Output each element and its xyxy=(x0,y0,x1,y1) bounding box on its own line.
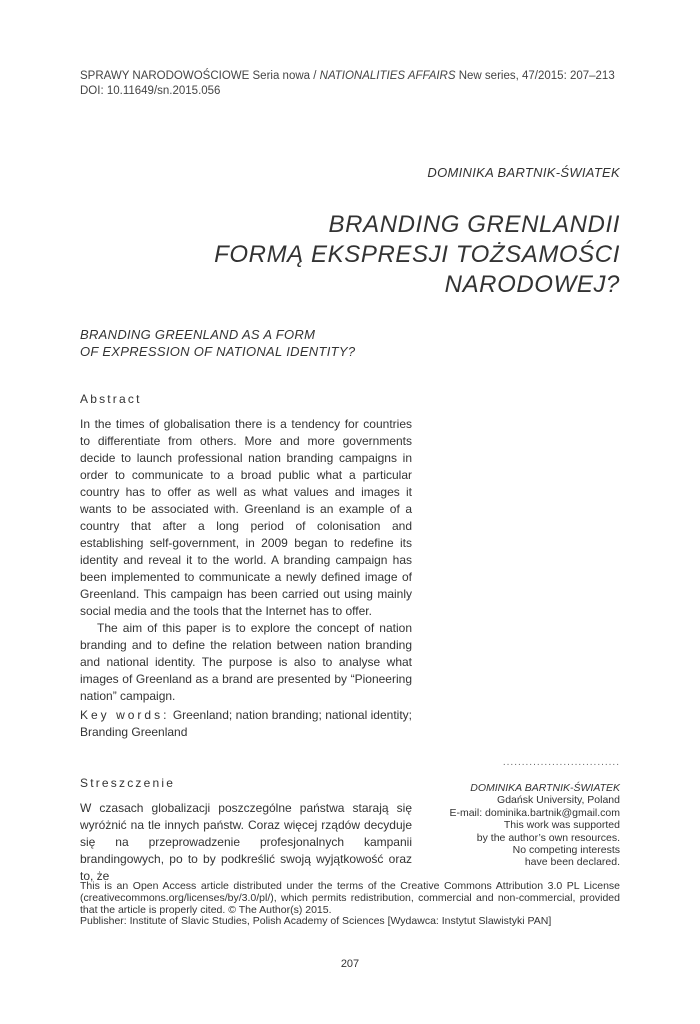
author-email: E-mail: dominika.bartnik@gmail.com xyxy=(449,806,620,819)
article-title xyxy=(60,210,620,300)
publisher-line: Publisher: Institute of Slavic Studies, Polish Academy of Sciences [Wydawca: Instytut Slawistyki PAN] xyxy=(80,915,552,928)
english-title xyxy=(80,326,355,360)
streszczenie-body: W czasach globalizacji poszczególne państwa starają się wyróżnić na tle innych państw. Coraz więcej rządów decyduje się na przeprowadzenie profesjonalnych kampanii brandingowych, po to by podkreślić swoją wyjątkowość oraz to, że xyxy=(80,801,412,883)
abstract-paragraph-2: The aim of this paper is to explore the concept of nation branding and to define the relation between nation branding and national identity. The purpose is also to analyse what images of Greenland as a brand are presented by “Pioneering nation” campaign. xyxy=(80,621,412,703)
competing-line-2: have been declared. xyxy=(524,856,620,869)
journal-header xyxy=(80,69,620,99)
keywords xyxy=(80,707,412,741)
abstract-paragraph-1: In the times of globalisation there is a tendency for countries to differentiate from others. More and more governments decide to launch professional nation branding campaigns in order to communicate to a broad public what a particular country has to offer as well as what values and images it wants to be associated with. Greenland is an example of a country that after a long period of colonisation and establishing self-government, in 2009 began to redefine its identity and reveal it to the world. A branding campaign has been implemented to communicate a newly defined image of Greenland. This campaign has been carried out using mainly social media and the tools that the Internet has to offer. xyxy=(80,417,412,618)
keywords-text: Greenland; nation branding; national identity; Branding Greenland xyxy=(80,708,412,739)
abstract-body xyxy=(80,416,412,705)
title-line-1: BRANDING GRENLANDII xyxy=(328,211,620,238)
journal-name-pl: SPRAWY NARODOWOŚCIOWE Seria nowa / xyxy=(80,70,320,82)
page-number: 207 xyxy=(340,958,360,970)
journal-name-en: NATIONALITIES AFFAIRS xyxy=(319,70,456,82)
funding-line-2: by the author’s own resources. xyxy=(476,831,620,844)
license-notice xyxy=(80,881,620,928)
abstract-heading: Abstract xyxy=(80,392,142,406)
competing-line-1: No competing interests xyxy=(512,844,620,857)
doi: DOI: 10.11649/sn.2015.056 xyxy=(80,85,221,97)
license-text: This is an Open Access article distributed under the terms of the Creative Commons Attribution 3.0 PL License (creativecommons.org/licenses/by/3.0/pl/), which permits redistribution, commercial and non-commercial, provided that the article is properly cited. © The Author(s) 2015. xyxy=(80,880,620,916)
english-title-line-2: OF EXPRESSION OF NATIONAL IDENTITY? xyxy=(80,344,356,359)
journal-volume: New series, 47/2015: 207–213 xyxy=(455,70,615,82)
author-name: DOMINIKA BARTNIK-ŚWIATEK xyxy=(427,165,620,180)
author-info-box xyxy=(449,782,620,869)
title-line-2: FORMĄ EKSPRESJI TOŻSAMOŚCI NARODOWEJ? xyxy=(214,241,620,298)
separator-dots: ............................... xyxy=(502,757,620,768)
author-box-name: DOMINIKA BARTNIK-ŚWIATEK xyxy=(470,782,620,794)
author-affiliation: Gdańsk University, Poland xyxy=(497,794,620,807)
funding-line-1: This work was supported xyxy=(503,819,620,832)
keywords-label: Key words: xyxy=(80,708,170,722)
english-title-line-1: BRANDING GREENLAND AS A FORM xyxy=(80,327,316,342)
journal-citation xyxy=(80,69,620,84)
streszczenie-heading: Streszczenie xyxy=(80,776,176,790)
